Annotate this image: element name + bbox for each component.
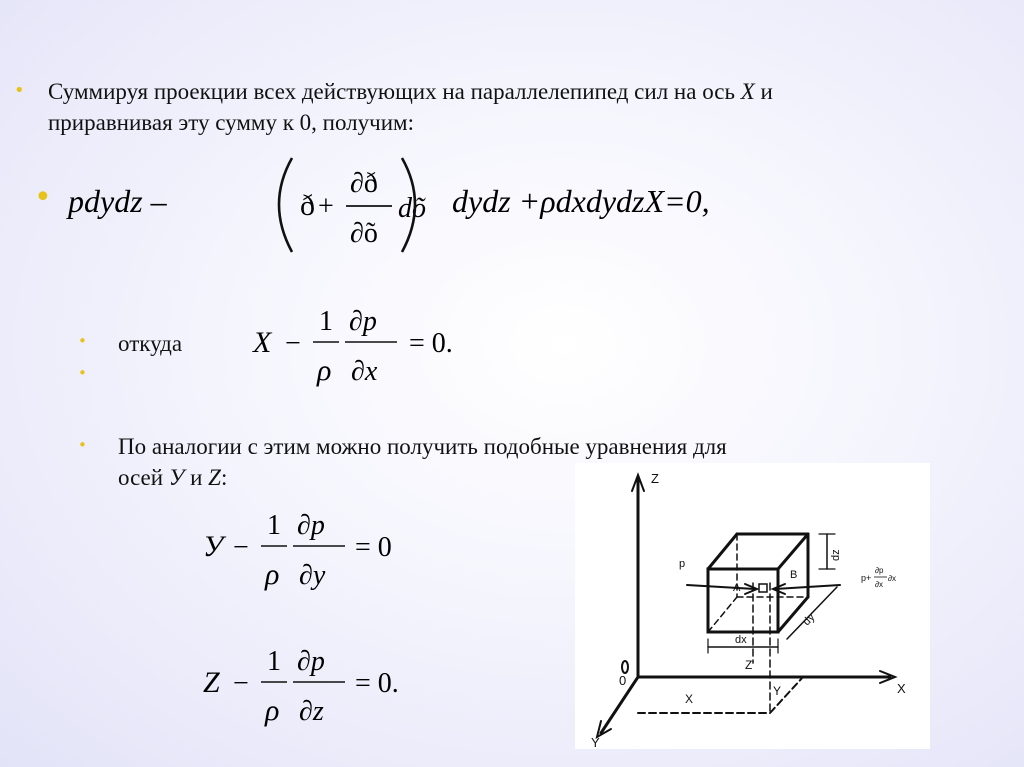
eq-main-dx: dõ xyxy=(398,193,426,224)
svg-text:ρ: ρ xyxy=(265,694,280,727)
fig-label-b: B xyxy=(790,569,798,581)
equation-x xyxy=(245,296,485,396)
svg-text:Z: Z xyxy=(203,666,220,699)
bullet: • xyxy=(78,436,87,454)
equation-z xyxy=(195,636,425,736)
fig-rhs-num: ∂p xyxy=(875,566,884,575)
fig-axis-y: Y xyxy=(591,735,600,749)
fig-origin: 0 xyxy=(619,673,627,688)
eq-main-den: ∂õ xyxy=(350,218,378,249)
svg-text:−: − xyxy=(233,668,249,699)
svg-text:∂x: ∂x xyxy=(351,356,378,387)
equation-main xyxy=(60,150,800,260)
bullet: • xyxy=(78,332,87,350)
eq-main-plus: + xyxy=(318,191,334,222)
svg-text:ρ: ρ xyxy=(265,558,280,591)
fig-rhs-den: ∂x xyxy=(875,580,883,589)
svg-text:∂p: ∂p xyxy=(349,306,377,337)
eq-main-right: dydz +ρdxdydzX=0, xyxy=(452,183,710,219)
analogy-line1: По аналогии с этим можно получить подобные уравнения для xyxy=(118,434,727,459)
intro-line1: Суммируя проекции всех действующих на параллелепипед сил на ось X и xyxy=(48,79,773,104)
svg-text:ρ: ρ xyxy=(317,354,332,387)
equation-y xyxy=(195,500,425,600)
intro-line2: приравнивая эту сумму к 0, получим: xyxy=(48,110,414,135)
fig-axis-x: X xyxy=(897,681,906,696)
svg-text:1: 1 xyxy=(267,646,281,677)
fig-label-x: X xyxy=(685,692,694,706)
fig-axis-z: Z xyxy=(651,471,659,486)
svg-text:X: X xyxy=(253,326,272,359)
bullet: • xyxy=(78,364,87,382)
otkuda-label: откуда xyxy=(118,331,183,356)
svg-text:= 0.: = 0. xyxy=(355,668,399,699)
svg-text:1: 1 xyxy=(319,306,333,337)
fig-label-dy: dy xyxy=(800,611,818,629)
analogy-line2: осей У и Z: xyxy=(118,465,228,490)
svg-text:−: − xyxy=(233,532,249,563)
svg-text:∂p: ∂p xyxy=(297,646,325,677)
svg-text:1: 1 xyxy=(267,510,281,541)
parallelepiped-diagram xyxy=(575,463,930,749)
svg-text:∂p: ∂p xyxy=(297,510,325,541)
fig-label-a: A xyxy=(733,582,741,594)
fig-rhs-p: p+ xyxy=(861,573,872,583)
bullet: • xyxy=(14,80,25,101)
parallelepiped-figure xyxy=(575,463,930,749)
fig-rhs-dx: ∂x xyxy=(888,574,896,583)
svg-text:∂z: ∂z xyxy=(299,696,324,727)
svg-text:= 0: = 0 xyxy=(355,532,392,563)
fig-label-dx: dx xyxy=(735,634,747,646)
svg-text:−: − xyxy=(285,328,301,359)
fig-label-z: Z xyxy=(745,658,753,672)
svg-text:У: У xyxy=(203,530,224,563)
intro-text xyxy=(48,76,773,138)
paren-left xyxy=(279,158,292,252)
fig-label-y: Y xyxy=(773,684,782,698)
svg-text:= 0.: = 0. xyxy=(409,328,453,359)
eq-main-num: ∂ð xyxy=(350,168,378,199)
bullet: • xyxy=(34,180,52,215)
fig-label-p: p xyxy=(679,558,686,570)
fig-label-dz: dz xyxy=(830,549,842,561)
eq-main-left: pdydz – xyxy=(68,183,167,219)
eq-main-p: ð xyxy=(300,189,315,222)
svg-text:∂y: ∂y xyxy=(299,560,326,591)
